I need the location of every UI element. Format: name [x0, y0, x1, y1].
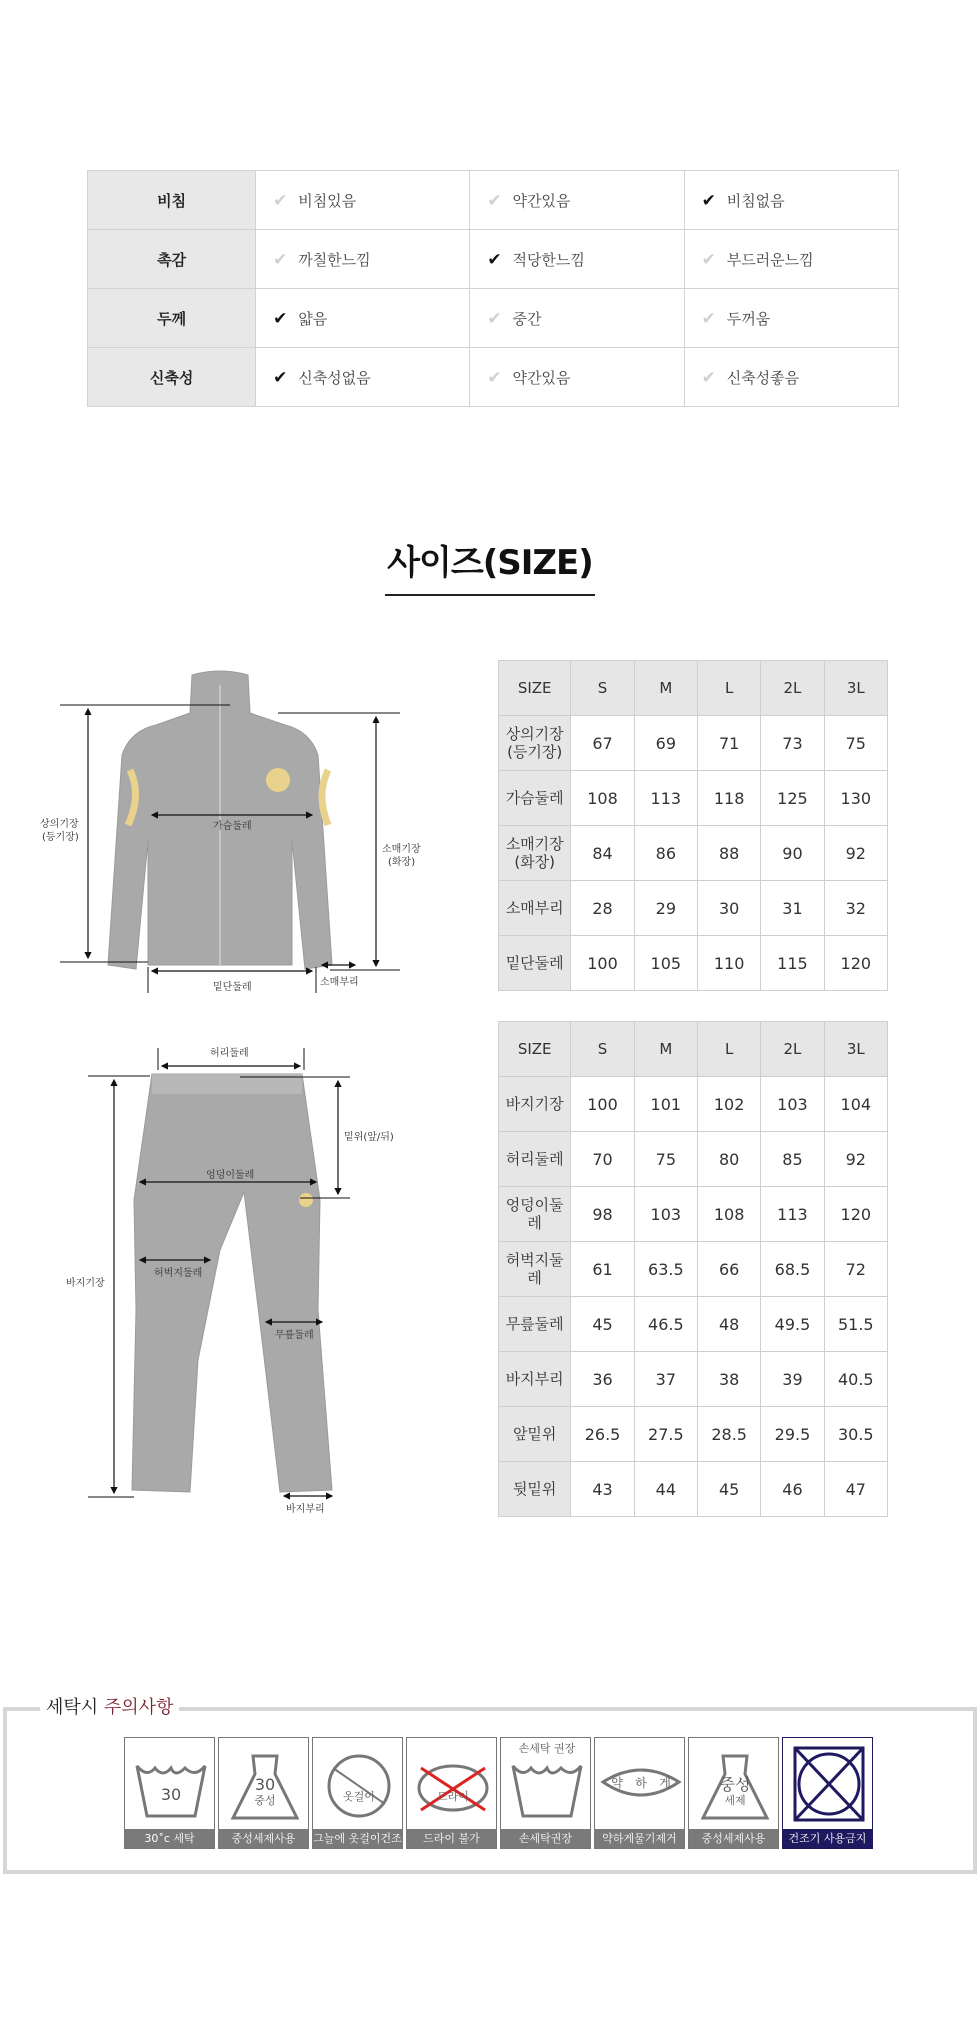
size-row-label: 가슴둘레 — [499, 771, 571, 826]
checkmark-faded-icon: ✔ — [701, 367, 716, 388]
fabric-properties-table — [87, 170, 899, 407]
size-header-cell: S — [571, 661, 634, 716]
size-value-cell: 45 — [571, 1297, 634, 1352]
size-value-cell: 27.5 — [634, 1407, 697, 1462]
size-header-cell: 2L — [761, 1022, 824, 1077]
care-label: 건조기 사용금지 — [783, 1829, 872, 1848]
size-value-cell: 100 — [571, 1077, 634, 1132]
size-value-cell: 108 — [697, 1187, 760, 1242]
size-value-cell: 84 — [571, 826, 634, 881]
size-header-cell: L — [697, 1022, 760, 1077]
size-value-cell: 30.5 — [824, 1407, 887, 1462]
property-label: 두께 — [88, 289, 256, 348]
size-value-cell: 98 — [571, 1187, 634, 1242]
size-row-label: 밑단둘레 — [499, 936, 571, 991]
care-symbol-text: 드라이 — [437, 1790, 469, 1803]
property-option — [684, 230, 898, 289]
size-value-cell: 130 — [824, 771, 887, 826]
size-value-cell: 69 — [634, 716, 697, 771]
washing-care-title — [40, 1693, 179, 1719]
care-symbol — [313, 1738, 404, 1831]
checkmark-faded-icon: ✔ — [487, 190, 502, 211]
care-symbol-text: 손세탁 권장 — [518, 1742, 576, 1755]
size-row — [499, 1407, 888, 1462]
care-symbol-text: 30 — [160, 1785, 182, 1804]
size-row-label: 소매기장 (화장) — [499, 826, 571, 881]
property-option — [684, 289, 898, 348]
property-option-text: 중간 — [512, 309, 542, 328]
care-symbol-text: 옷걸이 — [343, 1790, 375, 1803]
care-symbol-text: 세제 — [724, 1794, 746, 1807]
size-row — [499, 1187, 888, 1242]
size-row — [499, 826, 888, 881]
size-value-cell: 28 — [571, 881, 634, 936]
size-value-cell: 113 — [761, 1187, 824, 1242]
size-value-cell: 44 — [634, 1462, 697, 1517]
size-header-label: SIZE — [499, 1022, 571, 1077]
size-value-cell: 102 — [697, 1077, 760, 1132]
care-label: 약하게물기제거 — [595, 1829, 684, 1848]
checkmark-icon: ✔ — [487, 249, 502, 270]
care-label: 그늘에 옷걸이건조 — [313, 1829, 402, 1848]
size-row-label: 무릎둘레 — [499, 1297, 571, 1352]
property-label: 비침 — [88, 171, 256, 230]
size-header-row — [499, 1022, 888, 1077]
size-value-cell: 45 — [697, 1462, 760, 1517]
pants-hip-label: 엉덩이둘레 — [206, 1170, 255, 1181]
property-option-text: 얇음 — [298, 309, 328, 328]
size-value-cell: 30 — [697, 881, 760, 936]
care-label: 중성세제사용 — [689, 1829, 778, 1848]
jacket-sleeve-label: 소매기장 — [382, 844, 421, 855]
neutral-detergent-icon — [688, 1737, 779, 1849]
property-row — [88, 348, 899, 407]
property-option — [684, 171, 898, 230]
pants-length-label: 바지기장 — [66, 1278, 105, 1289]
property-option-text: 비침있음 — [298, 191, 357, 210]
pants-diagram — [30, 1040, 460, 1520]
size-value-cell: 86 — [634, 826, 697, 881]
care-symbol-text: 게 — [659, 1776, 671, 1790]
size-value-cell: 101 — [634, 1077, 697, 1132]
care-symbol — [501, 1738, 592, 1831]
pants-shape — [132, 1074, 332, 1492]
washing-title-plain: 세탁시 — [46, 1697, 99, 1718]
property-option — [256, 230, 470, 289]
checkmark-faded-icon: ✔ — [487, 367, 502, 388]
size-value-cell: 46 — [761, 1462, 824, 1517]
property-option-text: 약간있음 — [512, 368, 571, 387]
checkmark-faded-icon: ✔ — [487, 308, 502, 329]
jacket-sleeve-sub-label: (화장) — [388, 857, 416, 868]
size-value-cell: 66 — [697, 1242, 760, 1297]
size-value-cell: 85 — [761, 1132, 824, 1187]
size-row — [499, 1352, 888, 1407]
hanger-shade-dry-icon — [312, 1737, 403, 1849]
hand-wash-icon — [500, 1737, 591, 1849]
pants-waist-label: 허리둘레 — [210, 1048, 249, 1059]
size-value-cell: 108 — [571, 771, 634, 826]
size-value-cell: 67 — [571, 716, 634, 771]
size-value-cell: 70 — [571, 1132, 634, 1187]
size-row — [499, 881, 888, 936]
size-row-label: 앞밑위 — [499, 1407, 571, 1462]
size-value-cell: 43 — [571, 1462, 634, 1517]
size-value-cell: 75 — [824, 716, 887, 771]
size-value-cell: 61 — [571, 1242, 634, 1297]
property-option — [470, 230, 684, 289]
size-row — [499, 1077, 888, 1132]
property-option — [684, 348, 898, 407]
size-value-cell: 115 — [761, 936, 824, 991]
size-row-label: 엉덩이둘레 — [499, 1187, 571, 1242]
neutral-detergent-30-icon — [218, 1737, 309, 1849]
jacket-length-label: 상의기장 — [40, 819, 79, 830]
size-value-cell: 71 — [697, 716, 760, 771]
top-size-table — [498, 660, 888, 991]
size-value-cell: 125 — [761, 771, 824, 826]
size-value-cell: 75 — [634, 1132, 697, 1187]
property-option-text: 신축성좋음 — [726, 368, 800, 387]
care-symbol-text: 중성 — [719, 1775, 751, 1794]
size-value-cell: 92 — [824, 1132, 887, 1187]
jacket-diagram — [30, 665, 460, 1005]
no-dry-clean-icon — [406, 1737, 497, 1849]
property-option-text: 신축성없음 — [298, 368, 371, 387]
pants-hem-label: 바지부리 — [286, 1504, 325, 1515]
property-label: 촉감 — [88, 230, 256, 289]
size-value-cell: 29 — [634, 881, 697, 936]
size-value-cell: 48 — [697, 1297, 760, 1352]
size-row-label: 뒷밑위 — [499, 1462, 571, 1517]
wash-30-icon — [124, 1737, 215, 1849]
care-symbol — [125, 1738, 216, 1831]
size-row — [499, 1462, 888, 1517]
size-value-cell: 113 — [634, 771, 697, 826]
washing-title-accent: 주의사항 — [103, 1697, 174, 1718]
size-header-cell: 3L — [824, 1022, 887, 1077]
property-option — [256, 348, 470, 407]
washing-icons-row — [124, 1737, 873, 1849]
size-value-cell: 26.5 — [571, 1407, 634, 1462]
size-value-cell: 110 — [697, 936, 760, 991]
checkmark-icon: ✔ — [273, 367, 288, 388]
pants-thigh-label: 허벅지둘레 — [154, 1268, 203, 1279]
property-label: 신축성 — [88, 348, 256, 407]
size-value-cell: 40.5 — [824, 1352, 887, 1407]
jacket-length-sub-label: (등기장) — [42, 832, 79, 843]
size-value-cell: 103 — [634, 1187, 697, 1242]
size-value-cell: 37 — [634, 1352, 697, 1407]
size-value-cell: 46.5 — [634, 1297, 697, 1352]
property-row — [88, 230, 899, 289]
gentle-wring-icon — [594, 1737, 685, 1849]
pants-knee-label: 무릎둘레 — [275, 1330, 314, 1341]
size-row-label: 허벅지둘레 — [499, 1242, 571, 1297]
size-header-cell: 2L — [761, 661, 824, 716]
property-option-text: 약간있음 — [512, 191, 571, 210]
size-value-cell: 49.5 — [761, 1297, 824, 1352]
size-row-label: 바지기장 — [499, 1077, 571, 1132]
care-symbol — [595, 1738, 686, 1831]
property-option-text: 적당한느낌 — [512, 250, 585, 269]
size-header-cell: 3L — [824, 661, 887, 716]
size-row-label: 소매부리 — [499, 881, 571, 936]
no-tumble-dry-icon — [782, 1737, 873, 1849]
size-header-cell: S — [571, 1022, 634, 1077]
size-row-label: 허리둘레 — [499, 1132, 571, 1187]
jacket-cuff-label: 소매부리 — [320, 977, 359, 988]
property-option — [256, 289, 470, 348]
size-row — [499, 771, 888, 826]
size-value-cell: 68.5 — [761, 1242, 824, 1297]
property-option-text: 까칠한느낌 — [298, 250, 371, 269]
jacket-hem-label: 밑단둘레 — [213, 982, 252, 993]
size-row — [499, 1132, 888, 1187]
size-header-row — [499, 661, 888, 716]
property-option — [470, 289, 684, 348]
checkmark-icon: ✔ — [701, 190, 716, 211]
care-symbol — [407, 1738, 498, 1831]
size-title-text: 사이즈(SIZE) — [385, 535, 595, 596]
size-value-cell: 88 — [697, 826, 760, 881]
property-option — [470, 171, 684, 230]
property-option-text: 두꺼움 — [726, 309, 771, 328]
care-label: 30˚c 세탁 — [125, 1829, 214, 1848]
size-value-cell: 29.5 — [761, 1407, 824, 1462]
care-label: 드라이 불가 — [407, 1829, 496, 1848]
size-value-cell: 80 — [697, 1132, 760, 1187]
size-row — [499, 936, 888, 991]
checkmark-faded-icon: ✔ — [701, 308, 716, 329]
care-symbol-text: 하 — [635, 1776, 647, 1790]
property-option-text: 비침없음 — [726, 191, 785, 210]
size-value-cell: 31 — [761, 881, 824, 936]
jacket-chest-label: 가슴둘레 — [213, 821, 252, 832]
pants-rise-label: 밑위(앞/뒤) — [344, 1132, 394, 1143]
checkmark-faded-icon: ✔ — [701, 249, 716, 270]
care-symbol-text: 중성 — [254, 1794, 276, 1807]
size-header-cell: L — [697, 661, 760, 716]
size-value-cell: 92 — [824, 826, 887, 881]
size-value-cell: 51.5 — [824, 1297, 887, 1352]
size-value-cell: 73 — [761, 716, 824, 771]
care-symbol — [689, 1738, 780, 1831]
care-symbol-text: 약 — [611, 1776, 623, 1790]
size-row — [499, 716, 888, 771]
size-header-cell: M — [634, 661, 697, 716]
size-row-label: 바지부리 — [499, 1352, 571, 1407]
size-header-cell: M — [634, 1022, 697, 1077]
size-row — [499, 1242, 888, 1297]
bottom-size-table — [498, 1021, 888, 1517]
size-value-cell: 100 — [571, 936, 634, 991]
size-value-cell: 120 — [824, 1187, 887, 1242]
size-value-cell: 32 — [824, 881, 887, 936]
care-label: 중성세제사용 — [219, 1829, 308, 1848]
size-value-cell: 90 — [761, 826, 824, 881]
size-row-label: 상의기장 (등기장) — [499, 716, 571, 771]
size-value-cell: 28.5 — [697, 1407, 760, 1462]
size-value-cell: 104 — [824, 1077, 887, 1132]
checkmark-faded-icon: ✔ — [273, 249, 288, 270]
size-value-cell: 118 — [697, 771, 760, 826]
size-value-cell: 72 — [824, 1242, 887, 1297]
property-row — [88, 171, 899, 230]
property-option — [470, 348, 684, 407]
size-value-cell: 63.5 — [634, 1242, 697, 1297]
property-row — [88, 289, 899, 348]
size-value-cell: 36 — [571, 1352, 634, 1407]
size-value-cell: 103 — [761, 1077, 824, 1132]
size-section-title — [0, 535, 980, 596]
property-option-text: 부드러운느낌 — [726, 250, 814, 269]
checkmark-icon: ✔ — [273, 308, 288, 329]
property-option — [256, 171, 470, 230]
care-symbol — [219, 1738, 310, 1831]
size-row — [499, 1297, 888, 1352]
care-symbol-text: 30 — [254, 1775, 276, 1794]
size-value-cell: 47 — [824, 1462, 887, 1517]
care-label: 손세탁권장 — [501, 1829, 590, 1848]
care-symbol — [783, 1738, 874, 1831]
checkmark-faded-icon: ✔ — [273, 190, 288, 211]
size-value-cell: 38 — [697, 1352, 760, 1407]
size-value-cell: 120 — [824, 936, 887, 991]
size-header-label: SIZE — [499, 661, 571, 716]
size-value-cell: 39 — [761, 1352, 824, 1407]
size-value-cell: 105 — [634, 936, 697, 991]
